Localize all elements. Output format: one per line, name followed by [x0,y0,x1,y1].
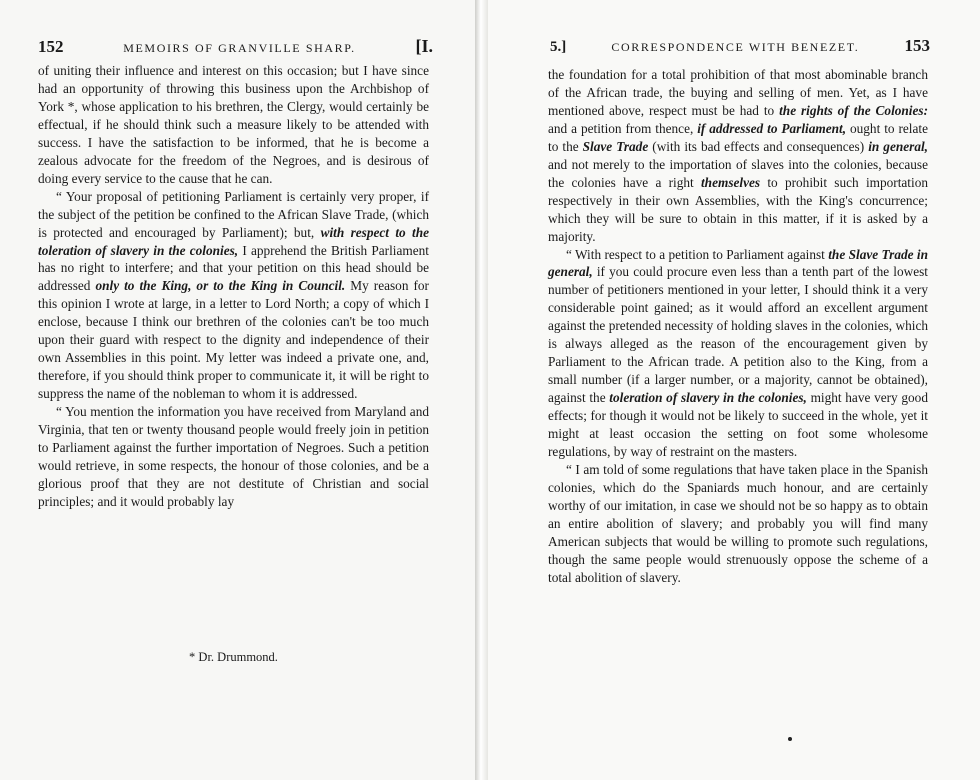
paragraph [38,403,429,511]
emphasis-run: only to the King, or to the King in Council. [95,278,346,294]
text-run: “ You mention the information you have received from Maryland and Virginia, that ten or twenty thousand people would freely join in petition to Parliament against the further importation of Negroes. Such a petition would retrieve, in some respects, the honour of those colonies, and be a glorious proof that they are not destitute of Christian and social principles; and it would probably lay [38,404,429,509]
emphasis-run: the Slave Trade in general, [548,246,928,280]
left-page-header [38,36,433,58]
right-page-number: 153 [904,36,930,55]
emphasis-run: themselves [700,174,761,190]
text-run: the foundation for a total prohibition of that most abominable branch of the African trade, the buying and selling of men. Yet, as I have mentioned above, respect must be had to [548,67,928,118]
paragraph [548,461,928,587]
left-page [0,0,475,780]
emphasis-run: the rights of the Colonies: [779,102,929,118]
right-page-header [550,36,930,58]
paragraph [38,188,429,403]
text-run: I apprehend the British Parliament has no right to interfere; and that your petition on this head should be addressed [38,242,429,294]
text-run: “ With respect to a petition to Parliament against [566,246,829,262]
text-run: might have very good effects; for though it would not be likely to succeed in the whole, yet it might at least occasion the setting on foot some wholesome regulations, by way of restraint on the masters. [548,390,928,460]
left-running-title: MEMOIRS OF GRANVILLE SHARP. [123,41,356,55]
text-run: and a petition from thence, [548,120,698,136]
paragraph [548,246,928,461]
footnote: * Dr. Drummond. [189,650,278,664]
paragraph [38,62,429,188]
ink-speck [788,737,792,741]
right-page-body [548,66,928,587]
left-page-body [38,62,429,511]
emphasis-run: Slave Trade [582,138,649,154]
text-run: (with its bad effects and consequences) [648,138,869,154]
text-run: “ I am told of some regulations that have taken place in the Spanish colonies, which do the Spaniards much honour, and are certainly worthy of our imitation, in case we should not be so happy as to obtain an entire abolition of slavery; and probably you will find many American subjects that would be willing to promote such regulations, though the same people would strenuously oppose the scheme of a total abolition of slavery. [548,461,928,585]
text-run: ought to relate to the [548,120,928,154]
text-run: of uniting their influence and interest on this occasion; but I have since had an opportunity of throwing this business upon the Archbishop of York *, whose application to his brethren, the Clergy, would certainly be effectual, if he should think such a measure likely to be attended with success. I have the satisfaction to be informed, that he is become a zealous advocate for the freedom of the Negroes, and is desirous of doing every service to the cause that he can. [38,63,429,186]
emphasis-run: if addressed to Parliament, [697,120,847,136]
right-page [488,0,980,780]
right-running-title: CORRESPONDENCE WITH BENEZET. [611,40,860,54]
left-section-mark: [I. [415,36,433,56]
text-run: “ Your proposal of petitioning Parliament is certainly very proper, if the subject of the petition be confined to the African Slave Trade, (which is protected and encouraged by Parliament); but, [38,188,429,240]
text-run: and not merely to the importation of slaves into the colonies, because the colonies have a right [548,156,928,190]
right-section-mark: 5.] [550,39,567,55]
emphasis-run: with respect to the toleration of slavery in the colonies, [38,224,430,258]
text-run: if you could procure even less than a tenth part of the lowest number of petitioners mentioned in your letter, I should think it a very considerable point gained; as it would afford an excellent argument against the pretended necessity of holding slaves in the colonies, which is always alleged as the reason of the encouragement given by Parliament to the African trade. A petition also to the King, from a small number (if a larger number, or a majority, cannot be obtained), against the [548,264,928,406]
text-run: to prohibit such importation respectively in their own Assemblies, with the King's concurrence; which they will be sure to obtain in this matter, if it is asked by a majority. [548,174,928,244]
left-page-number: 152 [38,37,64,56]
emphasis-run: toleration of slavery in the colonies, [609,390,807,406]
emphasis-run: in general, [868,138,928,154]
book-gutter [475,0,488,780]
paragraph [548,66,928,246]
text-run: My reason for this opinion I wrote at large, in a letter to Lord North; a copy of which I enclose, because I think our brethren of the colonies can't be too much upon their guard with respect to the dignity and independence of their own Assemblies in this point. My letter was indeed a private one, and, therefore, if you should think proper to communicate it, it will be right to suppress the name of the nobleman to whom it is addressed. [38,278,429,402]
